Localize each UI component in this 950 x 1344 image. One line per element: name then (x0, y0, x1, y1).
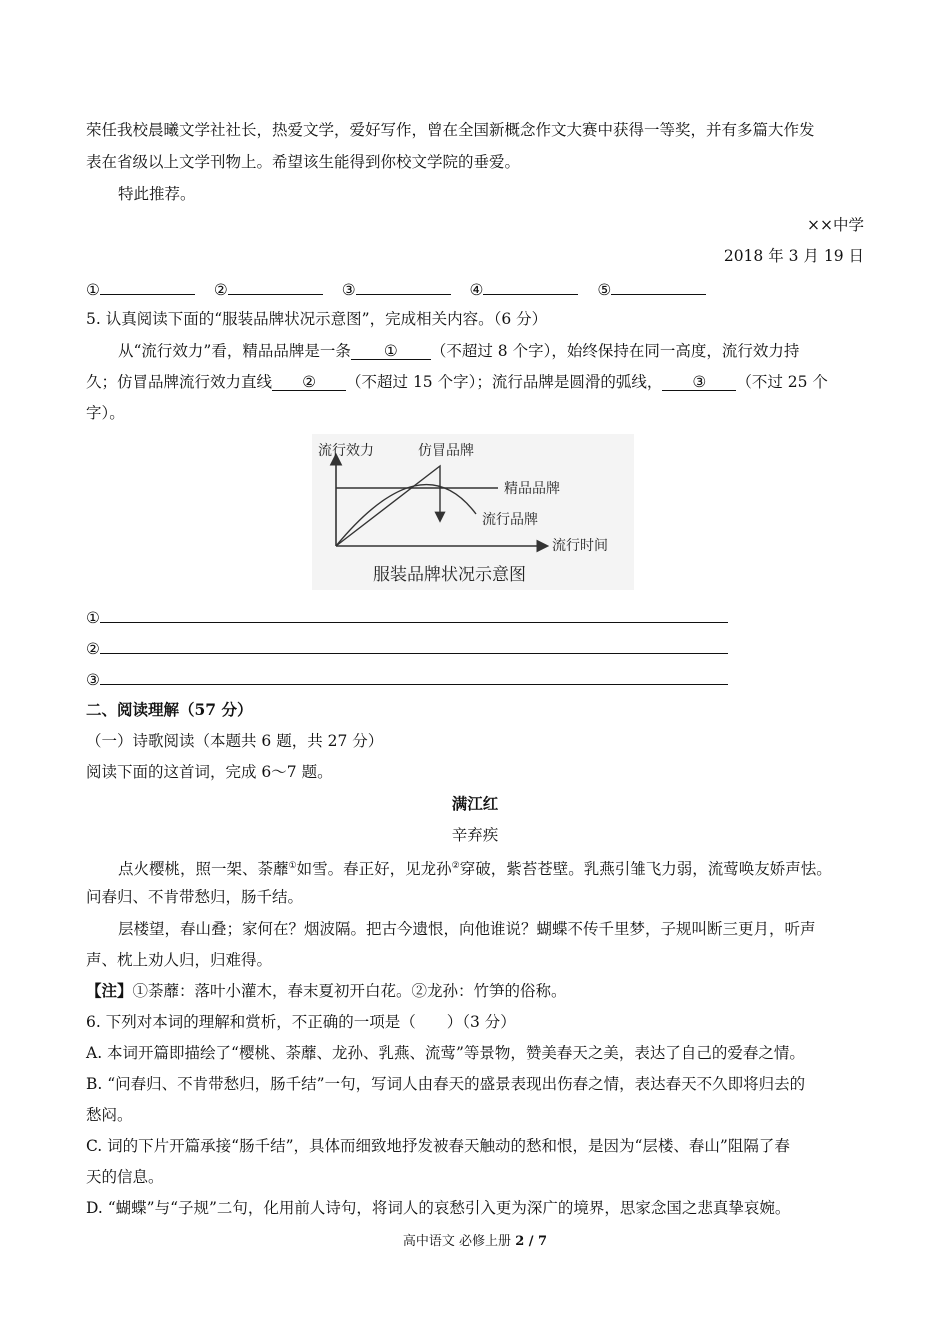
poem-author: 辛弃疾 (451, 826, 499, 844)
page-footer (0, 1230, 950, 1249)
date: 2018 年 3 月 19 日 (723, 247, 864, 265)
q5-paragraph-line-2: 久；仿冒品牌流行效力直线 ② （不超过 15 个字）；流行品牌是圆滑的弧线， ③ （不过 25 个 (86, 373, 828, 391)
q6-option-a: A. 本词开篇即描绘了“樱桃、荼蘼、龙孙、乳燕、流莺”等景物，赞美春天之美，表达了自己的爱春之情。 (86, 1044, 805, 1062)
poem-stanza-2-line-2: 声、枕上劝人归，归难得。 (86, 951, 273, 969)
section-2-subheading: （一）诗歌阅读（本题共 6 题，共 27 分） (86, 732, 384, 750)
intro-line-1: 荣任我校晨曦文学社社长，热爱文学，爱好写作，曾在全国新概念作文大赛中获得一等奖，并有多篇大作发 (86, 121, 815, 139)
q5-blank-2: ② (272, 372, 346, 391)
signer: ××中学 (807, 216, 864, 234)
footer-course: 高中语文 必修上册 (402, 1234, 516, 1249)
chart-title: 服装品牌状况示意图 (373, 565, 526, 585)
poem-title: 满江红 (451, 794, 499, 813)
legend-counterfeit-brand: 仿冒品牌 (418, 443, 474, 459)
q6-option-c-line-1: C. 词的下片开篇承接“肠千结”，具体而细致地抒发被春天触动的愁和恨，是因为“层楼、春山”阻隔了春 (86, 1137, 790, 1155)
q5-title: 5. 认真阅读下面的“服装品牌状况示意图”，完成相关内容。（6 分） (86, 310, 548, 328)
q4-option-4: ④ (470, 278, 579, 300)
q5-blank-1: ① (351, 341, 431, 360)
y-axis-label: 流行效力 (318, 443, 374, 459)
q5-answer-line-2: ② (86, 637, 864, 659)
q5-answer-line-3: ③ (86, 668, 864, 690)
q6-option-d: D. “蝴蝶”与“子规”二句，化用前人诗句，将词人的哀愁引入更为深广的境界，思家念国之悲真挚哀婉。 (86, 1199, 791, 1217)
poem-stanza-2-line-1: 层楼望，春山叠；家何在？烟波隔。把古今遗恨，向他谁说？蝴蝶不传千里梦，子规叫断三更月，听声 (118, 920, 816, 938)
q4-option-3: ③ (342, 278, 451, 300)
q6-option-b-line-1: B. “问春归、不肯带愁归，肠千结”一句，写词人由春天的盛景表现出伤春之情，表达春天不久即将归去的 (86, 1075, 806, 1093)
q4-option-2: ② (214, 278, 323, 300)
q5-blank-3: ③ (662, 372, 736, 391)
q6-option-b-line-2: 愁闷。 (86, 1106, 133, 1124)
q4-answer-options (86, 278, 864, 300)
legend-boutique-brand: 精品品牌 (504, 481, 560, 497)
section-2-heading: 二、阅读理解（57 分） (86, 700, 253, 719)
series-counterfeit-brand (336, 466, 440, 546)
poem-stanza-1-line-2: 问春归、不肯带愁归，肠千结。 (86, 888, 304, 906)
q4-option-1: ① (86, 278, 195, 300)
q6-option-c-line-2: 天的信息。 (86, 1168, 164, 1186)
poem-notes: 【注】①荼蘼：落叶小灌木，春末夏初开白花。②龙孙：竹笋的俗称。 (86, 981, 567, 1000)
q4-option-5: ⑤ (597, 278, 706, 300)
brand-status-chart (312, 434, 634, 590)
intro-line-2: 表在省级以上文学刊物上。希望该生能得到你校文学院的垂爱。 (86, 153, 521, 171)
q5-answer-line-1: ① (86, 606, 864, 628)
q5-paragraph-line-1: 从“流行效力”看，精品品牌是一条 ① （不超过 8 个字），始终保持在同一高度，流行效力持 (118, 342, 800, 360)
x-axis-label: 流行时间 (552, 538, 608, 554)
page-number: 2 / 7 (515, 1234, 548, 1249)
chart-svg (312, 434, 634, 590)
series-popular-brand (336, 485, 476, 546)
legend-popular-brand: 流行品牌 (482, 512, 538, 528)
intro-closing: 特此推荐。 (118, 185, 196, 203)
q5-paragraph-line-3: 字）。 (86, 404, 125, 422)
poem-stanza-1-line-1: 点火樱桃，照一架、荼蘼①如雪。春正好，见龙孙②穿破，紫苔苍壁。乳燕引雏飞力弱，流莺唤友娇声怯。 (118, 860, 832, 878)
section-2-instruction: 阅读下面的这首词，完成 6～7 题。 (86, 763, 333, 781)
q6-stem: 6. 下列对本词的理解和赏析，不正确的一项是（ ）（3 分） (86, 1013, 516, 1031)
